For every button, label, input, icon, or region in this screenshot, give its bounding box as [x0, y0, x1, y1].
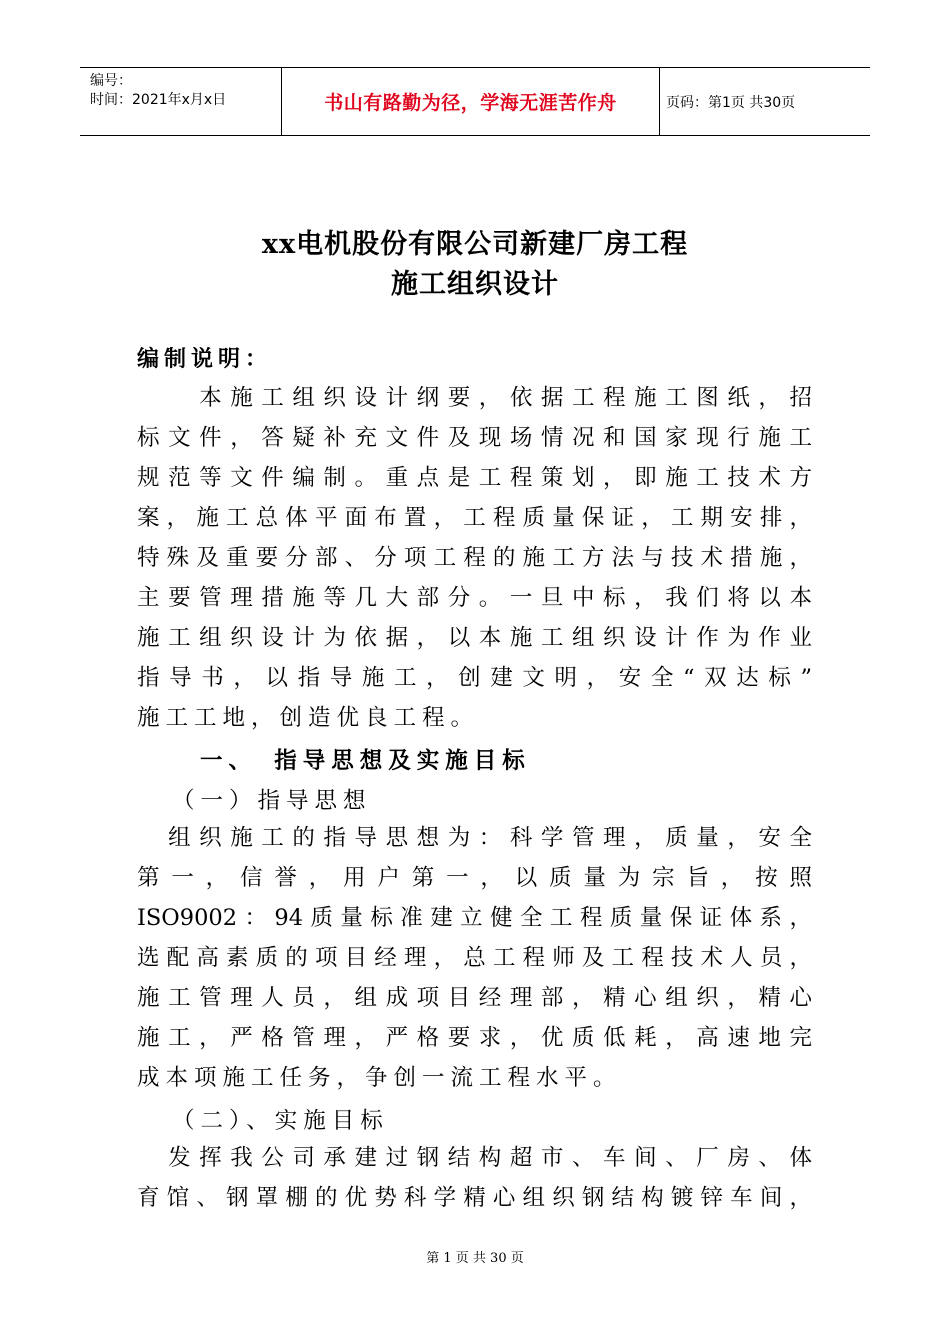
- guiding-line: 施工管理人员，组成项目经理部，精心组织，精心: [137, 985, 812, 1011]
- document-subtitle: 施工组织设计: [391, 269, 559, 300]
- guiding-line: 成本项施工任务，争创一流工程水平。: [137, 1065, 622, 1091]
- header-page-info: 页码：第1页 共30页: [666, 94, 796, 111]
- page-footer: 第 1 页 共 30 页: [426, 1251, 524, 1266]
- intro-line: 主要管理措施等几大部分。一旦中标，我们将以本: [137, 585, 812, 611]
- intro-line: 本施工组织设计纲要，依据工程施工图纸，招: [137, 385, 812, 411]
- subsection-title-guiding-thought: （一）指导思想: [172, 788, 372, 814]
- header-meta: [80, 68, 282, 135]
- objectives-line: 育馆、钢罩棚的优势科学精心组织钢结构镀锌车间，: [137, 1185, 812, 1211]
- header-motto: 书山有路勤为径，学海无涯苦作舟: [282, 68, 660, 135]
- number-label: 编号：: [90, 73, 132, 89]
- intro-line: 施工组织设计为依据，以本施工组织设计作为作业: [137, 625, 812, 651]
- objectives-line: 发挥我公司承建过钢结构超市、车间、厂房、体: [137, 1145, 812, 1171]
- section-title-guiding: 一、 指导思想及实施目标: [200, 748, 531, 774]
- intro-line: 案，施工总体平面布置，工程质量保证，工期安排，: [137, 505, 812, 531]
- guiding-line: 第一，信誉，用户第一，以质量为宗旨，按照: [137, 865, 812, 891]
- intro-line: 标文件，答疑补充文件及现场情况和国家现行施工: [137, 425, 812, 451]
- time-label: 时间：2021年x月x日: [90, 92, 227, 108]
- page-header: [80, 67, 870, 136]
- guiding-line: 选配高素质的项目经理，总工程师及工程技术人员，: [137, 945, 812, 971]
- intro-line: 施工工地，创造优良工程。: [137, 705, 480, 731]
- intro-line: 规范等文件编制。重点是工程策划，即施工技术方: [137, 465, 812, 491]
- section-heading-compilation: 编制说明：: [137, 346, 273, 372]
- intro-line: 指导书，以指导施工，创建文明，安全“双达标”: [137, 665, 812, 691]
- guiding-line: 组织施工的指导思想为：科学管理，质量，安全: [137, 825, 812, 851]
- subsection-title-objectives: （二）、实施目标: [172, 1108, 389, 1134]
- guiding-line: ISO9002：94质量标准建立健全工程质量保证体系，: [137, 905, 812, 931]
- intro-line: 特殊及重要分部、分项工程的施工方法与技术措施，: [137, 545, 812, 571]
- guiding-line: 施工，严格管理，严格要求，优质低耗，高速地完: [137, 1025, 812, 1051]
- document-title: xx电机股份有限公司新建厂房工程: [261, 229, 689, 260]
